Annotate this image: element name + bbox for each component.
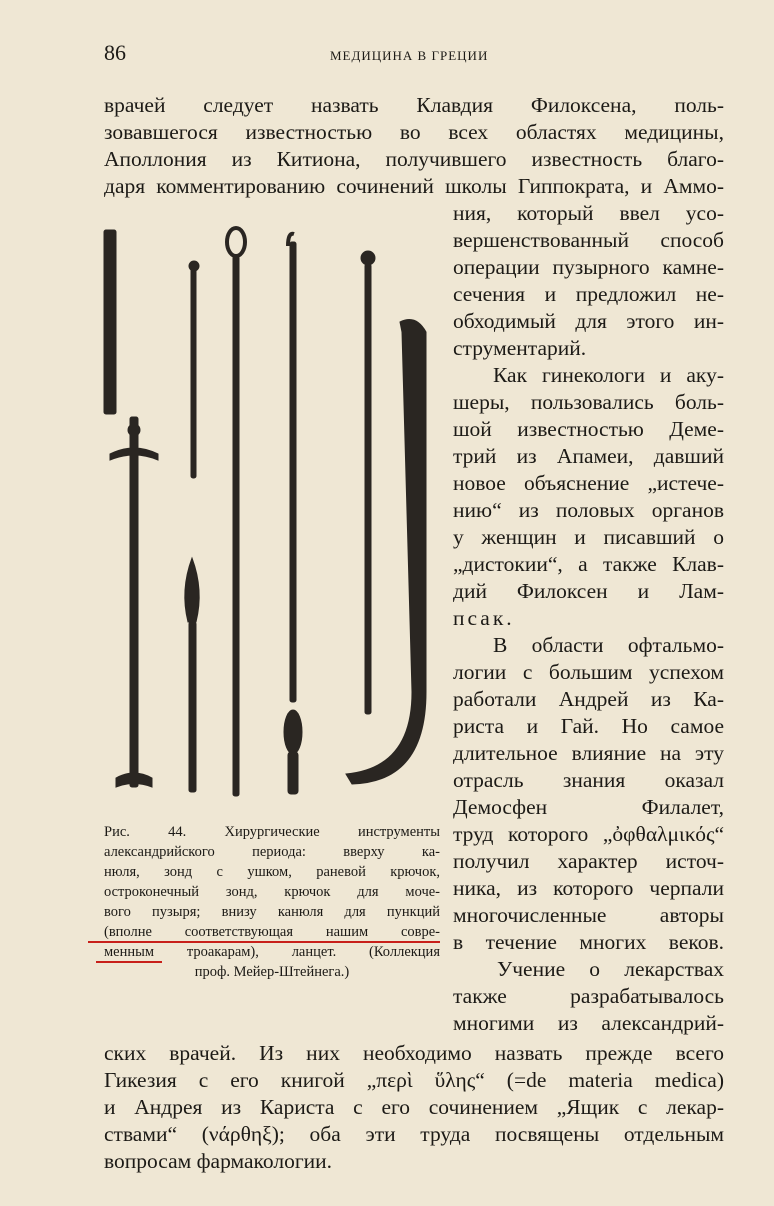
body-line: „дистокии“, а также Клав- [453, 552, 724, 576]
body-line: логии с большим успехом [453, 660, 724, 684]
body-line: Демосфен Филалет, [453, 795, 724, 819]
body-line: нию“ из половых органов [453, 498, 724, 522]
figure-caption-line: вого пузыря; внизу канюля для пункций [104, 904, 440, 920]
running-head: МЕДИЦИНА В ГРЕЦИИ [330, 48, 489, 63]
body-line: вопросам фармакологии. [104, 1149, 333, 1173]
body-line: врачей следует назвать Клавдия Филоксена, поль- [104, 93, 724, 117]
lancet-instrument [185, 558, 199, 792]
body-line: Гикезия с его книгой „περὶ ὕλης“ (=de materia medica) [104, 1068, 724, 1092]
eye-probe-instrument [227, 228, 245, 796]
body-line: у женщин и писавший о [453, 525, 724, 549]
body-line: и Андрея из Кариста с его сочинением „Ящик с лекар- [104, 1095, 724, 1119]
body-line: ских врачей. Из них необходимо назвать прежде всего [104, 1041, 724, 1065]
figure-caption-line: александрийского периода: вверху ка- [104, 844, 440, 860]
body-line: работали Андрей из Ка- [453, 687, 724, 711]
body-line: отрасль знания оказал [453, 768, 724, 792]
body-line: шеры, пользовались боль- [453, 390, 724, 414]
body-line: также разрабатывалось [453, 984, 724, 1008]
body-line: Аполлония из Китиона, получившего известность благо- [104, 147, 724, 171]
figure-caption-line: проф. Мейер-Штейнега.) [194, 964, 350, 980]
body-line: длительное влияние на эту [453, 741, 724, 765]
body-line: дий Филоксен и Лам- [453, 579, 724, 603]
page-number: 86 [104, 40, 126, 65]
red-underline-mark [88, 941, 440, 943]
figure-caption-line: нюля, зонд с ушком, раневой крючок, [104, 864, 440, 880]
figure-caption-line: Рис. 44. Хирургические инструменты [104, 824, 440, 840]
pointed-probe-instrument [361, 251, 375, 714]
body-line: получил характер источ- [453, 849, 724, 873]
body-line: шой известностью Деме- [453, 417, 724, 441]
cannula-instrument [104, 230, 116, 414]
body-line: В области офтальмо- [493, 633, 724, 657]
body-line: многочисленные авторы [453, 903, 724, 927]
figure-caption-line: остроконечный зонд, крючок для моче- [104, 884, 440, 900]
surgical-instruments-illustration [96, 222, 446, 812]
body-line: трий из Апамеи, давший [453, 444, 724, 468]
body-line: обходимый для этого ин- [453, 309, 724, 333]
body-line: струментарий. [453, 336, 587, 360]
body-line: операции пузырного камне- [453, 255, 724, 279]
red-underline-mark [96, 961, 162, 963]
thin-probe-instrument [189, 261, 199, 478]
body-line: Учение о лекарствах [497, 957, 724, 981]
body-line: труд которого „ὀφθαλμικός“ [453, 822, 724, 846]
wound-hook-instrument [284, 234, 302, 794]
body-line: многими из александрий- [453, 1011, 724, 1035]
figure-caption-line: менным троакарам), ланцет. (Коллекция [104, 944, 440, 960]
body-line: ника, из которого черпали [453, 876, 724, 900]
body-line: псак. [453, 606, 515, 630]
trocar-instrument [110, 417, 158, 787]
body-line: Как гинекологи и аку- [493, 363, 724, 387]
body-line: в течение многих веков. [453, 930, 724, 954]
body-line: сечения и предложил не- [453, 282, 724, 306]
body-line: новое объяснение „истече- [453, 471, 724, 495]
body-line: вершенствованный способ [453, 228, 724, 252]
body-line: даря комментированию сочинений школы Гиппократа, и Аммо- [104, 174, 724, 198]
figure-caption-line: (вполне соответствующая нашим совре- [104, 924, 440, 940]
body-line: риста и Гай. Но самое [453, 714, 724, 738]
body-line: зовавшегося известностью во всех областях медицины, [104, 120, 724, 144]
body-line: ния, который ввел усо- [453, 201, 724, 225]
bladder-hook-instrument [346, 320, 426, 784]
body-line: ствами“ (νάρθηξ); оба эти труда посвящены отдельным [104, 1122, 724, 1146]
